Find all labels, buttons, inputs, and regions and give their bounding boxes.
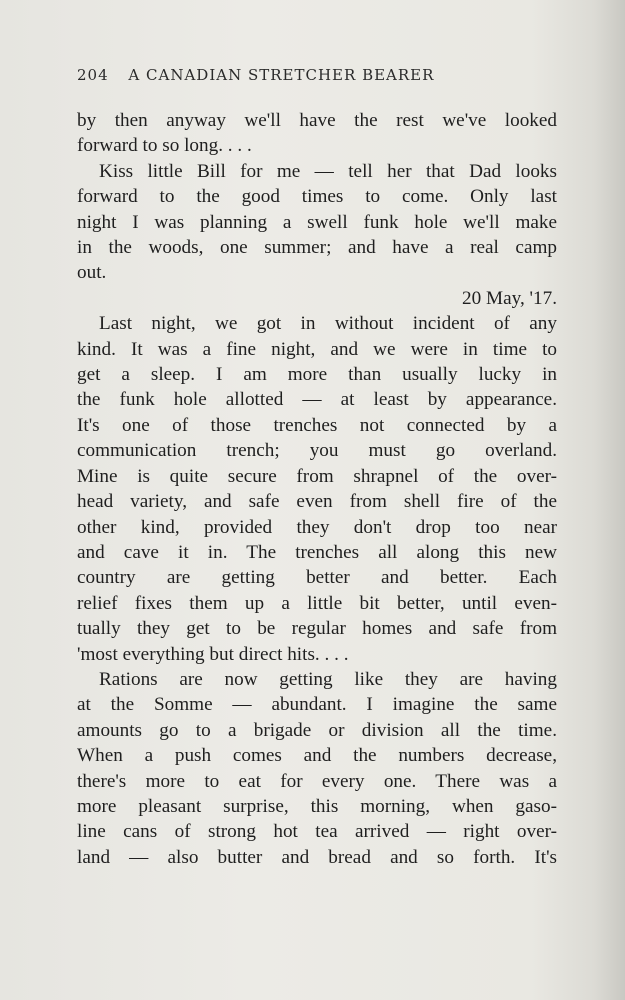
text-line: tually they get to be regular homes and safe from [77, 618, 557, 640]
text-line: When a push comes and the numbers decrease, [77, 745, 557, 767]
paragraph-4 [77, 667, 557, 870]
text-line: by then anyway we'll have the rest we've looked [77, 110, 557, 131]
text-line: relief fixes them up a little bit better, until even- [77, 592, 557, 614]
text-line: forward to so long. . . . [77, 135, 252, 157]
paragraph-3 [77, 311, 557, 667]
text-line: It's one of those trenches not connected by a [77, 414, 557, 436]
running-title: A CANADIAN STRETCHER BEARER [128, 66, 435, 84]
paragraph-1 [77, 108, 557, 159]
text-line: and cave it in. The trenches all along this new [77, 541, 557, 563]
text-line: Last night, we got in without incident of any [99, 313, 557, 335]
text-line: kind. It was a fine night, and we were in time to [77, 338, 557, 360]
paragraph-2 [77, 159, 557, 286]
text-line: amounts go to a brigade or division all the time. [77, 719, 557, 741]
text-line: Rations are now getting like they are having [99, 668, 557, 690]
text-line: at the Somme — abundant. I imagine the same [77, 694, 557, 716]
text-line: land — also butter and bread and so forth. It's [77, 846, 557, 868]
text-line: 'most everything but direct hits. . . . [77, 643, 349, 665]
text-line: there's more to eat for every one. There was a [77, 770, 557, 792]
page-body [77, 108, 557, 870]
dateline: 20 May, '17. [462, 287, 557, 309]
text-line: out. [77, 262, 107, 284]
text-line: communication trench; you must go overland. [77, 440, 557, 462]
text-line: the funk hole allotted — at least by appearance. [77, 389, 557, 411]
text-line: line cans of strong hot tea arrived — right over- [77, 821, 557, 843]
text-line: head variety, and safe even from shell fire of the [77, 491, 557, 513]
text-line: Mine is quite secure from shrapnel of the over- [77, 465, 557, 487]
text-line: country are getting better and better. Each [77, 567, 557, 589]
text-line: get a sleep. I am more than usually lucky in [77, 364, 557, 386]
text-line: forward to the good times to come. Only last [77, 186, 557, 208]
page-number: 204 [77, 66, 109, 84]
text-line: other kind, provided they don't drop too near [77, 516, 557, 538]
text-line: Kiss little Bill for me — tell her that Dad looks [99, 160, 557, 182]
text-line: night I was planning a swell funk hole we'll make [77, 211, 557, 233]
running-header [77, 66, 434, 84]
text-line: more pleasant surprise, this morning, when gaso- [77, 795, 557, 817]
text-line: in the woods, one summer; and have a real camp [77, 237, 557, 259]
